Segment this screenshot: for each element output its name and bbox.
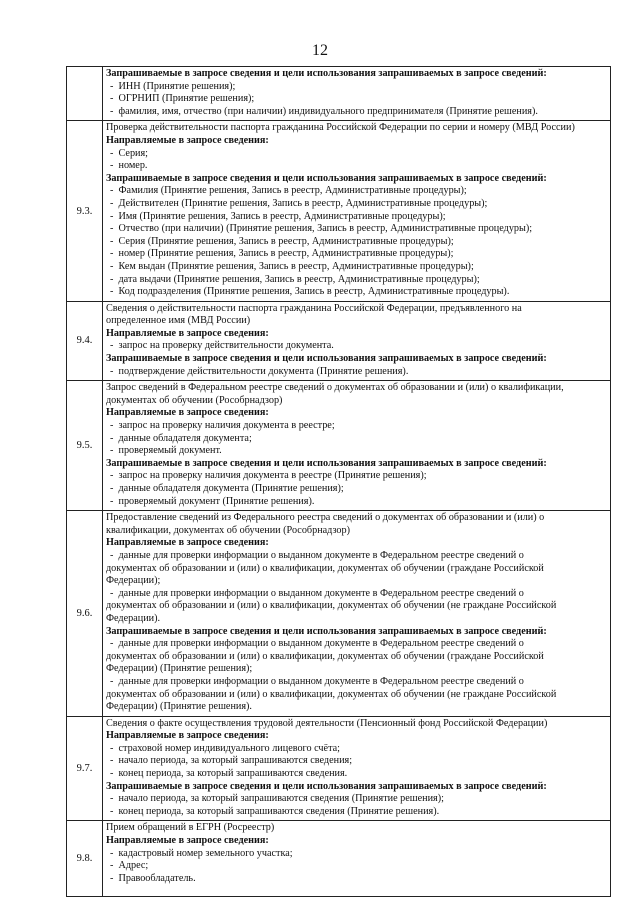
section-heading: Запрашиваемые в запросе сведения и цели использования запрашиваемых в запросе сведений: [106, 172, 547, 184]
list-item: - номер (Принятие решения, Запись в реестр, Административные процедуры); [106, 248, 608, 261]
table-row [67, 716, 611, 821]
list-item: - данные обладателя документа; [106, 433, 608, 446]
row-number: 9.7. [67, 716, 103, 821]
list-item: - кадастровый номер земельного участка; [106, 848, 608, 861]
text-line: Прием обращений в ЕГРН (Росреестр) [106, 822, 275, 834]
list-item: - конец периода, за который запрашиваются сведения (Принятие решения). [106, 806, 608, 819]
text-line: Федерации) (Принятие решения); [106, 663, 253, 675]
row-number: 9.5. [67, 381, 103, 511]
list-item: - данные для проверки информации о выданном документе в Федеральном реестре сведений о [106, 588, 608, 601]
row-content [103, 121, 611, 301]
list-item: - проверяемый документ (Принятие решения). [106, 496, 608, 509]
text-line: Предоставление сведений из Федерального реестра сведений о документах об образовании и (или) о [106, 512, 545, 524]
row-content [103, 511, 611, 717]
row-number: 9.4. [67, 301, 103, 381]
requests-table [66, 66, 611, 897]
table-row [67, 381, 611, 511]
list-item: - фамилия, имя, отчество (при наличии) индивидуального предпринимателя (Принятие решения). [106, 106, 608, 119]
table-row [67, 301, 611, 381]
list-item: - конец периода, за который запрашиваются сведения. [106, 768, 608, 781]
row-number: 9.6. [67, 511, 103, 717]
row-content [103, 301, 611, 381]
row-content [103, 716, 611, 821]
list-item: - Правообладатель. [106, 873, 608, 886]
list-item: - подтверждение действительности документа (Принятие решения). [106, 366, 608, 379]
row-number: 9.8. [67, 821, 103, 897]
text-line: Федерации) (Принятие решения). [106, 701, 252, 713]
section-heading: Запрашиваемые в запросе сведения и цели использования запрашиваемых в запросе сведений: [106, 68, 547, 79]
section-heading: Направляемые в запросе сведения: [106, 407, 269, 419]
list-item: - Кем выдан (Принятие решения, Запись в реестр, Административные процедуры); [106, 261, 608, 274]
list-item: - запрос на проверку действительности документа. [106, 340, 608, 353]
list-item: - Код подразделения (Принятие решения, Запись в реестр, Административные процедуры). [106, 286, 608, 299]
text-line: документах об образовании и (или) о квалификации, документах об обучении (не граждане Российской [106, 688, 557, 700]
page-number: 12 [312, 42, 328, 59]
list-item: - Имя (Принятие решения, Запись в реестр, Административные процедуры); [106, 211, 608, 224]
text-line: Федерации); [106, 575, 161, 587]
row-content [103, 821, 611, 897]
row-number: 9.3. [67, 121, 103, 301]
list-item: - данные для проверки информации о выданном документе в Федеральном реестре сведений о [106, 638, 608, 651]
text-line: документах об образовании и (или) о квалификации, документах об обучении (граждане Российской [106, 650, 544, 662]
list-item: - данные обладателя документа (Принятие решения); [106, 483, 608, 496]
section-heading: Направляемые в запросе сведения: [106, 537, 269, 549]
row-number [67, 67, 103, 121]
section-heading: Направляемые в запросе сведения: [106, 835, 269, 847]
list-item: - Фамилия (Принятие решения, Запись в реестр, Административные процедуры); [106, 185, 608, 198]
section-heading: Запрашиваемые в запросе сведения и цели использования запрашиваемых в запросе сведений: [106, 625, 547, 637]
section-heading: Направляемые в запросе сведения: [106, 730, 269, 742]
text-line: Сведения о факте осуществления трудовой деятельности (Пенсионный фонд Российской Федерации) [106, 717, 548, 729]
table-row [67, 67, 611, 121]
list-item: - дата выдачи (Принятие решения, Запись в реестр, Административные процедуры); [106, 274, 608, 287]
list-item: - запрос на проверку наличия документа в реестре; [106, 420, 608, 433]
list-item: - ИНН (Принятие решения); [106, 81, 608, 94]
list-item: - начало периода, за который запрашиваются сведения (Принятие решения); [106, 793, 608, 806]
text-line: документах об образовании и (или) о квалификации, документах об обучении (не граждане Российской [106, 600, 557, 612]
list-item: - данные для проверки информации о выданном документе в Федеральном реестре сведений о [106, 676, 608, 689]
text-line: Проверка действительности паспорта гражданина Российской Федерации по серии и номеру (МВД России) [106, 122, 575, 134]
text-line: документах об образовании и (или) о квалификации, документах об обучении (граждане Российской [106, 562, 544, 574]
list-item: - Отчество (при наличии) (Принятие решения, Запись в реестр, Административные процедуры); [106, 223, 608, 236]
section-heading: Запрашиваемые в запросе сведения и цели использования запрашиваемых в запросе сведений: [106, 780, 547, 792]
text-line: Запрос сведений в Федеральном реестре сведений о документах об образовании и (или) о квалификации, [106, 382, 564, 394]
list-item: - Действителен (Принятие решения, Запись в реестр, Административные процедуры); [106, 198, 608, 211]
row-content [103, 381, 611, 511]
list-item: - данные для проверки информации о выданном документе в Федеральном реестре сведений о [106, 550, 608, 563]
section-heading: Запрашиваемые в запросе сведения и цели использования запрашиваемых в запросе сведений: [106, 353, 547, 365]
table-row [67, 821, 611, 897]
list-item: - ОГРНИП (Принятие решения); [106, 93, 608, 106]
list-item: - запрос на проверку наличия документа в реестре (Принятие решения); [106, 470, 608, 483]
list-item: - Серия (Принятие решения, Запись в реестр, Административные процедуры); [106, 236, 608, 249]
list-item: - страховой номер индивидуального лицевого счёта; [106, 743, 608, 756]
text-line: квалификации, документах об обучении (Рособрнадзор) [106, 524, 351, 536]
text-line: Федерации). [106, 612, 161, 624]
list-item: - Серия; [106, 148, 608, 161]
list-item: - Адрес; [106, 860, 608, 873]
list-item: - начало периода, за который запрашиваются сведения; [106, 755, 608, 768]
section-heading: Направляемые в запросе сведения: [106, 327, 269, 339]
list-item: - номер. [106, 160, 608, 173]
row-content [103, 67, 611, 121]
section-heading: Направляемые в запросе сведения: [106, 134, 269, 146]
text-line: Сведения о действительности паспорта гражданина Российской Федерации, предъявленного на [106, 302, 522, 314]
list-item: - проверяемый документ. [106, 445, 608, 458]
table-row [67, 121, 611, 301]
table-row [67, 511, 611, 717]
text-line: документах об обучении (Рособрнадзор) [106, 394, 283, 406]
text-line: определенное имя (МВД России) [106, 315, 251, 327]
section-heading: Запрашиваемые в запросе сведения и цели использования запрашиваемых в запросе сведений: [106, 457, 547, 469]
